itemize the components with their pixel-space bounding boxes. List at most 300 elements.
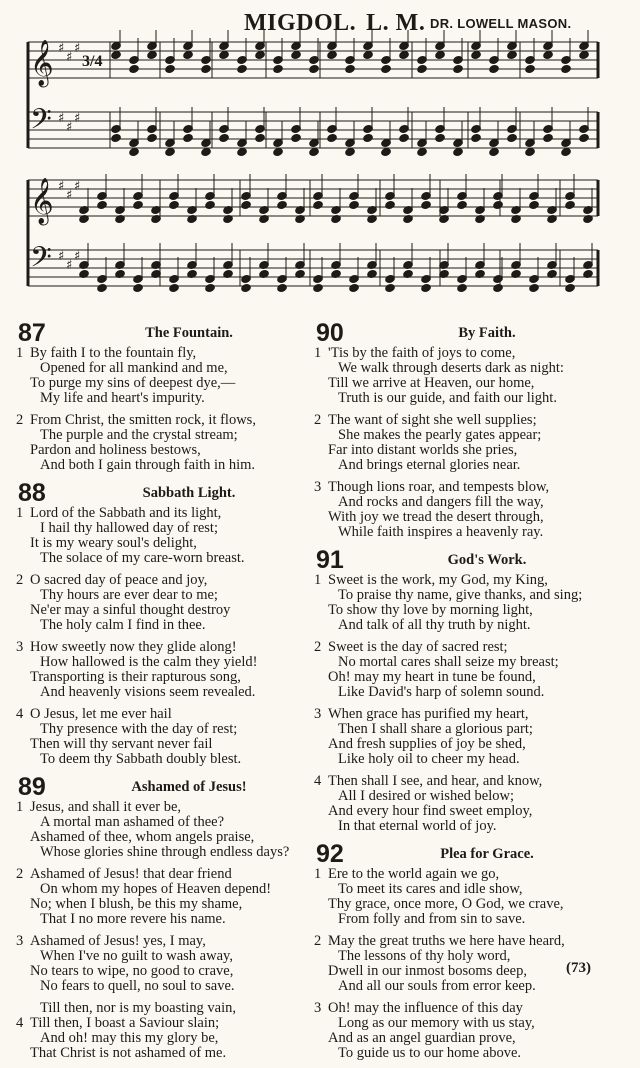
verse-text: 'Tis by the faith of joys to come, [328,345,516,361]
note-head [345,147,356,156]
verse-text: Opened for all mankind and me, [40,360,228,376]
stanza-number: 2 [16,572,24,588]
note-head [543,50,554,59]
note-head [277,200,288,209]
verse-text: How sweetly now they glide along! [30,639,237,655]
verse-text: O sacred day of peace and joy, [30,572,208,588]
tune-meter: L. M. [366,10,426,36]
stanza-number: 4 [16,706,24,722]
note-head [273,64,284,73]
verse-text: Like David's harp of solemn sound. [338,684,545,700]
note-head [421,200,432,209]
note-head [241,283,252,292]
verse-text: Transporting is their rapturous song, [30,669,241,685]
verse-line [16,867,322,882]
stanza [314,413,620,473]
verse-line [314,867,620,882]
stanza-number: 2 [314,412,322,428]
hymn [16,480,322,767]
verse-line [16,536,322,551]
sharp-sign: ♯ [58,111,65,126]
stanza [16,573,322,633]
verse-text: The purple and the crystal stream; [40,427,238,443]
stanza [16,346,322,406]
verse-line [314,979,620,994]
hymn-title: By Faith. [458,325,516,341]
verse-text: Like holy oil to cheer my head. [338,751,520,767]
verse-text: She makes the pearly gates appear; [338,427,542,443]
verse-text: No; when I blush, be this my shame, [30,896,243,912]
left-column [16,318,322,1068]
verse-text: Till we arrive at Heaven, our home, [328,375,535,391]
verse-line [314,707,620,722]
stanza [16,413,322,473]
verse-text: And every hour find sweet employ, [328,803,533,819]
stanza-number: 1 [16,505,24,521]
note-head [291,133,302,142]
verse-line [314,804,620,819]
note-head [219,133,230,142]
verse-line [314,882,620,897]
note-head [291,50,302,59]
hymn-title: Sabbath Light. [142,485,236,501]
note-head [529,200,540,209]
note-head [565,283,576,292]
verse-line [16,551,322,566]
verse-text: When I've no guilt to wash away, [40,948,233,964]
note-head [579,50,590,59]
note-head [165,64,176,73]
note-head [183,133,194,142]
note-head [417,64,428,73]
sharp-sign: ♯ [74,111,81,126]
verse-line [314,346,620,361]
verse-text: No mortal cares shall seize my breast; [338,654,559,670]
composer-credit: DR. LOWELL MASON. [430,16,572,31]
verse-line [314,413,620,428]
note-head [385,283,396,292]
note-head [421,283,432,292]
hymn-number: 91 [316,546,344,574]
sharp-sign: ♯ [66,258,73,273]
note-head [435,50,446,59]
note-head [97,283,108,292]
verse-line [16,588,322,603]
hymn-title: Plea for Grace. [440,846,534,862]
verse-line [314,573,620,588]
verse-line [314,1046,620,1061]
note-head [327,133,338,142]
verse-line [16,603,322,618]
note-head [147,50,158,59]
bass-clef: 𝄢 [30,241,52,281]
stanza [16,506,322,566]
verse-line [16,830,322,845]
verse-line [16,845,322,860]
verse-text: Though lions roar, and tempests blow, [328,479,550,495]
stanza [314,573,620,633]
verse-text: We walk through deserts dark as night: [338,360,564,376]
note-head [273,147,284,156]
verse-line [16,1016,322,1031]
note-head [133,200,144,209]
verse-text: To show thy love by morning light, [328,602,533,618]
stanza-number: 1 [314,866,322,882]
hymn-number: 89 [18,773,46,801]
verse-text: Dwell in our inmost bosoms deep, [328,963,527,979]
verse-line [314,912,620,927]
verse-text: And as an angel guardian prove, [328,1030,516,1046]
verse-text: All I desired or wished below; [338,788,514,804]
verse-text: And heavenly visions seem revealed. [40,684,256,700]
sharp-sign: ♯ [66,188,73,203]
note-head [147,133,158,142]
verse-line [314,361,620,376]
stanza [16,640,322,700]
verse-text: Thy presence with the day of rest; [40,721,238,737]
verse-text: May the great truths we here have heard, [328,933,565,949]
stanza [16,1001,322,1016]
verse-line [314,391,620,406]
note-head [453,64,464,73]
verse-line [16,722,322,737]
verse-text: Thy grace, once more, O God, we crave, [328,896,564,912]
verse-line [16,346,322,361]
note-head [489,147,500,156]
sharp-sign: ♯ [74,249,81,264]
verse-line [16,391,322,406]
note-head [543,133,554,142]
verse-line [314,1016,620,1031]
note-head [579,133,590,142]
page-number: (73) [566,960,591,976]
verse-text: My life and heart's impurity. [40,390,205,406]
verse-text: No tears to wipe, no good to crave, [30,963,234,979]
note-head [525,147,536,156]
stanza [314,867,620,927]
right-column [314,318,620,1068]
verse-text: Till then, nor is my boasting vain, [40,1000,237,1016]
note-head [345,64,356,73]
verse-text: When grace has purified my heart, [328,706,529,722]
verse-line [314,510,620,525]
stanza [16,707,322,767]
verse-text: And both I gain through faith in him. [40,457,256,473]
note-head [219,50,230,59]
note-head [493,283,504,292]
stanza [314,480,620,540]
stanza-number: 3 [314,1000,322,1016]
verse-text: Sweet is the day of sacred rest; [328,639,508,655]
verse-line [314,428,620,443]
verse-text: By faith I to the fountain fly, [30,345,197,361]
treble-clef: 𝄞 [30,40,54,86]
verse-text: Oh! may the influence of this day [328,1000,523,1016]
verse-text: Whose glories shine through endless days? [40,844,290,860]
note-head [169,283,180,292]
verse-text: That Christ is not ashamed of me. [30,1045,227,1061]
verse-text: Jesus, and shall it ever be, [30,799,182,815]
verse-text: The lessons of thy holy word, [338,948,511,964]
note-head [349,200,360,209]
stanza-number: 2 [314,639,322,655]
verse-text: No fears to quell, no soul to save. [40,978,235,994]
verse-line [16,458,322,473]
verse-text: Lord of the Sabbath and its light, [30,505,222,521]
stanza [16,867,322,927]
verse-line [314,443,620,458]
hymn [16,320,322,473]
note-head [399,133,410,142]
verse-line [16,800,322,815]
hymn-heading [314,841,620,867]
verse-line [16,573,322,588]
verse-text: The holy calm I find in thee. [40,617,206,633]
verse-line [314,376,620,391]
verse-text: In that eternal world of joy. [338,818,497,834]
hymn-number: 88 [18,479,46,507]
verse-text: Truth is our guide, and faith our light. [338,390,557,406]
note-head [169,200,180,209]
sharp-sign: ♯ [58,41,65,56]
verse-text: O Jesus, let me ever hail [30,706,172,722]
verse-text: It is my weary soul's delight, [30,535,197,551]
verse-line [314,774,620,789]
stanza-number: 4 [314,773,322,789]
verse-text: Pardon and holiness bestows, [30,442,201,458]
verse-line [314,480,620,495]
sharp-sign: ♯ [58,249,65,264]
verse-line [314,1031,620,1046]
stanza-number: 1 [16,799,24,815]
hymn-number: 87 [18,319,46,347]
verse-text: And brings eternal glories near. [338,457,521,473]
verse-line [314,495,620,510]
note-head [507,50,518,59]
verse-text: And oh! may this my glory be, [40,1030,219,1046]
verse-line [314,722,620,737]
verse-line [314,525,620,540]
verse-line [16,428,322,443]
hymn-heading [314,547,620,573]
verse-line [16,685,322,700]
verse-line [16,413,322,428]
hymn [16,774,322,1061]
note-head [525,64,536,73]
stanza [314,774,620,834]
verse-line [314,655,620,670]
hymn [314,841,620,1061]
verse-line [16,964,322,979]
verse-text: Long as our memory with us stay, [338,1015,535,1031]
verse-text: Then shall I see, and hear, and know, [328,773,543,789]
verse-line [16,640,322,655]
verse-text: And all our souls from error keep. [338,978,536,994]
verse-line [314,819,620,834]
verse-text: Ere to the world again we go, [328,866,500,882]
verse-text: Sweet is the work, my God, my King, [328,572,548,588]
note-head [471,50,482,59]
verse-line [314,737,620,752]
note-head [241,200,252,209]
hymn-title: The Fountain. [145,325,233,341]
verse-line [314,934,620,949]
note-head [205,283,216,292]
verse-text: To praise thy name, give thanks, and sing; [338,587,583,603]
note-head [489,64,500,73]
note-head [201,64,212,73]
note-head [417,147,428,156]
note-head [565,200,576,209]
stanza-number: 1 [314,572,322,588]
note-head [493,200,504,209]
stanza-number: 3 [314,479,322,495]
hymn-title: God's Work. [447,552,527,568]
note-head [457,283,468,292]
note-head [205,200,216,209]
verse-text: That I no more revere his name. [40,911,226,927]
stanza [16,800,322,860]
verse-line [314,618,620,633]
verse-text: From Christ, the smitten rock, it flows, [30,412,256,428]
note-head [237,64,248,73]
verse-line [16,443,322,458]
note-head [435,133,446,142]
hymn [314,320,620,540]
note-head [385,200,396,209]
sharp-sign: ♯ [74,41,81,56]
stanza [314,707,620,767]
note-head [111,133,122,142]
note-head [561,147,572,156]
verse-text: From folly and from sin to save. [338,911,526,927]
verse-text: Oh! may my heart in tune be found, [328,669,536,685]
note-head [349,283,360,292]
verse-line [314,752,620,767]
note-head [529,283,540,292]
verse-text: Ne'er may a sinful thought destroy [30,602,231,618]
note-head [201,147,212,156]
verse-line [16,979,322,994]
hymn-title: Ashamed of Jesus! [131,779,247,795]
sharp-sign: ♯ [66,50,73,65]
note-head [97,200,108,209]
verse-text: And fresh supplies of joy be shed, [328,736,526,752]
verse-text: To meet its cares and idle show, [338,881,523,897]
stanza-number: 2 [16,866,24,882]
verse-text: How hallowed is the calm they yield! [40,654,258,670]
note-head [381,64,392,73]
note-head [255,50,266,59]
stanza-number: 3 [16,639,24,655]
stanza [314,346,620,406]
note-head [129,147,140,156]
verse-line [314,670,620,685]
verse-line [16,897,322,912]
hymn-number: 92 [316,840,344,868]
note-head [399,50,410,59]
verse-line [16,737,322,752]
sharp-sign: ♯ [74,179,81,194]
verse-text: And talk of all thy truth by night. [338,617,531,633]
verse-line [16,361,322,376]
stanza-number: 2 [16,412,24,428]
note-head [561,64,572,73]
verse-line [16,1046,322,1061]
stanza-number: 3 [16,933,24,949]
verse-line [16,752,322,767]
hymn-heading [314,320,620,346]
verse-line [314,640,620,655]
verse-text: Ashamed of Jesus! that dear friend [30,866,232,882]
note-head [381,147,392,156]
stanza-number: 4 [16,1015,24,1031]
verse-line [16,1001,322,1016]
verse-line [16,882,322,897]
verse-line [16,670,322,685]
verse-line [314,789,620,804]
verse-text: With joy we tread the desert through, [328,509,544,525]
music-score [0,30,640,308]
hymn-heading [16,774,322,800]
stanza [16,934,322,994]
verse-text: The solace of my care-worn breast. [40,550,245,566]
sharp-sign: ♯ [58,179,65,194]
time-signature-top: 3/4 [82,53,103,70]
verse-text: Far into distant worlds she pries, [328,442,518,458]
verse-line [16,912,322,927]
verse-text: A mortal man ashamed of thee? [40,814,225,830]
note-head [363,133,374,142]
note-head [363,50,374,59]
note-head [313,283,324,292]
verse-line [314,1001,620,1016]
verse-text: To deem thy Sabbath doubly blest. [40,751,242,767]
bass-clef: 𝄢 [30,103,52,143]
verse-line [16,934,322,949]
verse-text: Thy hours are ever dear to me; [40,587,218,603]
verse-text: To purge my sins of deepest dye,— [30,375,236,391]
note-head [183,50,194,59]
verse-text: Ashamed of thee, whom angels praise, [30,829,255,845]
hymn-heading [16,320,322,346]
stanza-number: 1 [16,345,24,361]
stanza-number: 2 [314,933,322,949]
verse-text: Ashamed of Jesus! yes, I may, [30,933,206,949]
note-head [507,133,518,142]
verse-text: Then will thy servant never fail [30,736,213,752]
note-head [165,147,176,156]
verse-line [16,655,322,670]
tune-name: MIGDOL. [244,10,357,36]
stanza-number: 3 [314,706,322,722]
note-head [457,200,468,209]
sharp-sign: ♯ [66,120,73,135]
stanza-number: 1 [314,345,322,361]
note-head [309,64,320,73]
verse-line [16,506,322,521]
stanza [16,1016,322,1061]
verse-line [16,618,322,633]
verse-line [16,949,322,964]
verse-text: The want of sight she well supplies; [328,412,537,428]
stanza [314,640,620,700]
verse-line [314,685,620,700]
verse-text: I hail thy hallowed day of rest; [40,520,218,536]
note-head [309,147,320,156]
note-head [453,147,464,156]
verse-line [314,603,620,618]
